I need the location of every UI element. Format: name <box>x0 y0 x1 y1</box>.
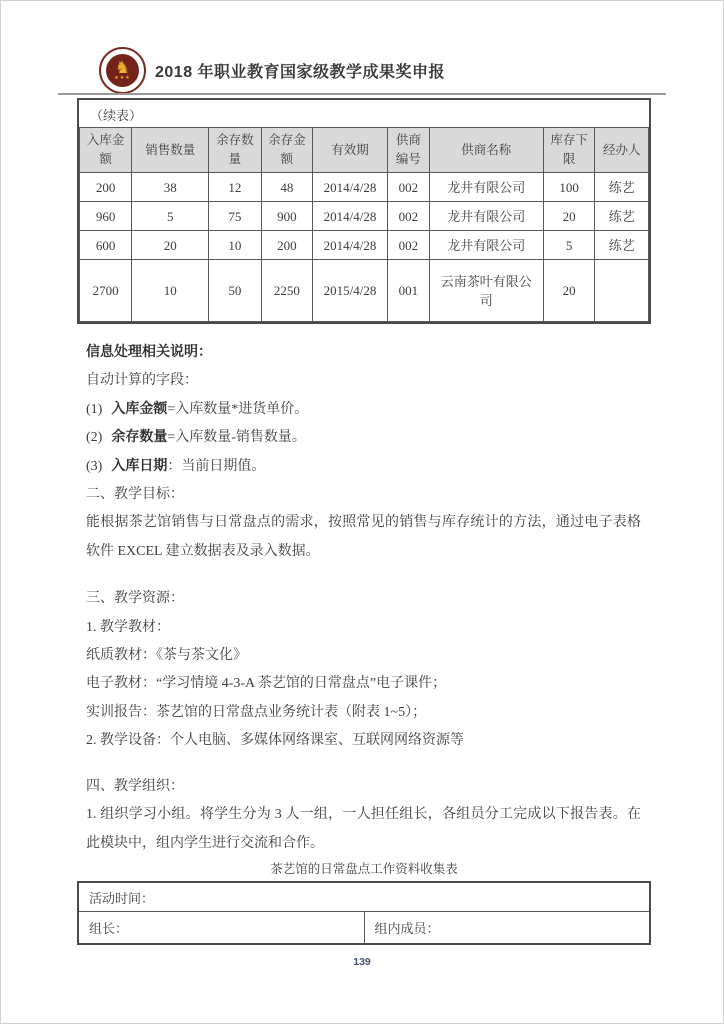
spacer <box>77 756 651 773</box>
note-text: =入库数量*进货单价。 <box>167 401 309 417</box>
resource-line: 电子教材：“学习情境 4-3-A 茶艺馆的日常盘点”电子课件； <box>86 676 447 692</box>
table-row <box>80 173 649 202</box>
table-cell: 48 <box>261 173 313 202</box>
table-cell: 练艺 <box>595 231 649 260</box>
table-cell: 龙井有限公司 <box>429 173 543 202</box>
inventory-table <box>79 127 649 322</box>
table-cell: 960 <box>80 202 132 231</box>
note-text: ：当前日期值。 <box>167 458 266 474</box>
note-term: 入库日期 <box>111 458 168 474</box>
table-cell: 练艺 <box>595 202 649 231</box>
note-number: (3) <box>86 458 103 474</box>
resource-line: 实训报告：茶艺馆的日常盘点业务统计表（附表 1~5）； <box>86 704 427 720</box>
table-cell: 200 <box>261 231 313 260</box>
horse-icon: ♞ <box>114 58 131 77</box>
section-heading-teaching-organization: 四、教学组织： <box>86 778 184 794</box>
table-cell: 2015/4/28 <box>313 260 388 322</box>
note-item <box>77 424 651 452</box>
inventory-table-box <box>77 98 651 324</box>
school-seal-logo <box>99 47 146 94</box>
table-cell: 38 <box>132 173 209 202</box>
table-cell: 100 <box>543 173 595 202</box>
group-leader-cell: 组长： <box>78 912 364 944</box>
table-row <box>78 882 650 912</box>
inventory-header-row <box>80 128 649 173</box>
table-cell: 600 <box>80 231 132 260</box>
table-cell: 200 <box>80 173 132 202</box>
col-header-supplier-id: 供商编号 <box>387 128 429 173</box>
group-members-cell: 组内成员： <box>364 912 650 944</box>
section-heading-teaching-resources: 三、教学资源： <box>86 591 184 607</box>
col-header-supplier-name: 供商名称 <box>429 128 543 173</box>
table-cell <box>595 260 649 322</box>
note-item <box>77 396 651 424</box>
section-body-teaching-goals: 能根据茶艺馆销售与日常盘点的需求，按照常见的销售与库存统计的方法，通过电子表格软件 EXCEL 建立数据表及录入数据。 <box>86 515 641 559</box>
table-cell: 001 <box>387 260 429 322</box>
table-cell: 002 <box>387 173 429 202</box>
table-cell: 900 <box>261 202 313 231</box>
table-cell: 2014/4/28 <box>313 173 388 202</box>
stars-icon: ★★★ <box>114 76 131 81</box>
note-item <box>77 453 651 481</box>
table-cell: 2700 <box>80 260 132 322</box>
table-cell: 2014/4/28 <box>313 231 388 260</box>
table-cell: 75 <box>209 202 261 231</box>
col-header-handler: 经办人 <box>595 128 649 173</box>
table-cell: 12 <box>209 173 261 202</box>
table-cell: 20 <box>543 260 595 322</box>
collection-table-caption: 茶艺馆的日常盘点工作资料收集表 <box>270 861 458 876</box>
note-text: =入库数量-销售数量。 <box>167 430 306 446</box>
continued-table-label: （续表） <box>90 108 143 123</box>
table-cell: 2014/4/28 <box>313 202 388 231</box>
table-cell: 002 <box>387 231 429 260</box>
table-cell: 云南茶叶有限公司 <box>429 260 543 322</box>
resource-line: 纸质教材：《茶与茶文化》 <box>86 648 247 664</box>
note-term: 入库金额 <box>111 401 168 417</box>
table-cell: 练艺 <box>595 173 649 202</box>
table-cell: 20 <box>543 202 595 231</box>
collection-table <box>77 881 651 945</box>
table-row <box>80 202 649 231</box>
notes-intro: 自动计算的字段： <box>86 373 198 389</box>
col-header-sales-qty: 销售数量 <box>132 128 209 173</box>
table-cell: 龙井有限公司 <box>429 231 543 260</box>
table-cell: 10 <box>209 231 261 260</box>
table-cell: 002 <box>387 202 429 231</box>
col-header-remaining-amount: 余存金额 <box>261 128 313 173</box>
document-body <box>77 339 651 945</box>
col-header-inbound-amount: 入库金额 <box>80 128 132 173</box>
table-cell: 2250 <box>261 260 313 322</box>
col-header-remaining-qty: 余存数量 <box>209 128 261 173</box>
note-number: (2) <box>86 430 103 446</box>
activity-time-cell: 活动时间： <box>78 882 650 912</box>
table-cell: 50 <box>209 260 261 322</box>
notes-heading: 信息处理相关说明： <box>86 345 212 360</box>
table-cell: 5 <box>543 231 595 260</box>
table-row <box>80 231 649 260</box>
section-heading-teaching-goals: 二、教学目标： <box>86 487 184 503</box>
seal-inner-disc <box>106 54 139 87</box>
table-cell: 龙井有限公司 <box>429 202 543 231</box>
spacer <box>77 566 651 585</box>
table-row <box>80 260 649 322</box>
note-number: (1) <box>86 401 103 417</box>
note-term: 余存数量 <box>111 430 168 446</box>
page-number: 139 <box>353 956 371 968</box>
table-row <box>78 912 650 944</box>
col-header-expiry: 有效期 <box>313 128 388 173</box>
table-cell: 5 <box>132 202 209 231</box>
col-header-stock-floor: 库存下限 <box>543 128 595 173</box>
table-cell: 10 <box>132 260 209 322</box>
section-body-teaching-organization: 1. 组织学习小组。将学生分为 3 人一组，一人担任组长，各组员分工完成以下报告表。在此模块中，组内学生进行交流和合作。 <box>86 807 641 851</box>
resource-line: 1. 教学教材： <box>86 619 170 635</box>
header-divider <box>58 93 666 95</box>
resource-line: 2. 教学设备：个人电脑、多媒体网络课室、互联网网络资源等 <box>86 733 464 749</box>
table-cell: 20 <box>132 231 209 260</box>
page-title: 2018 年职业教育国家级教学成果奖申报 <box>155 64 446 81</box>
